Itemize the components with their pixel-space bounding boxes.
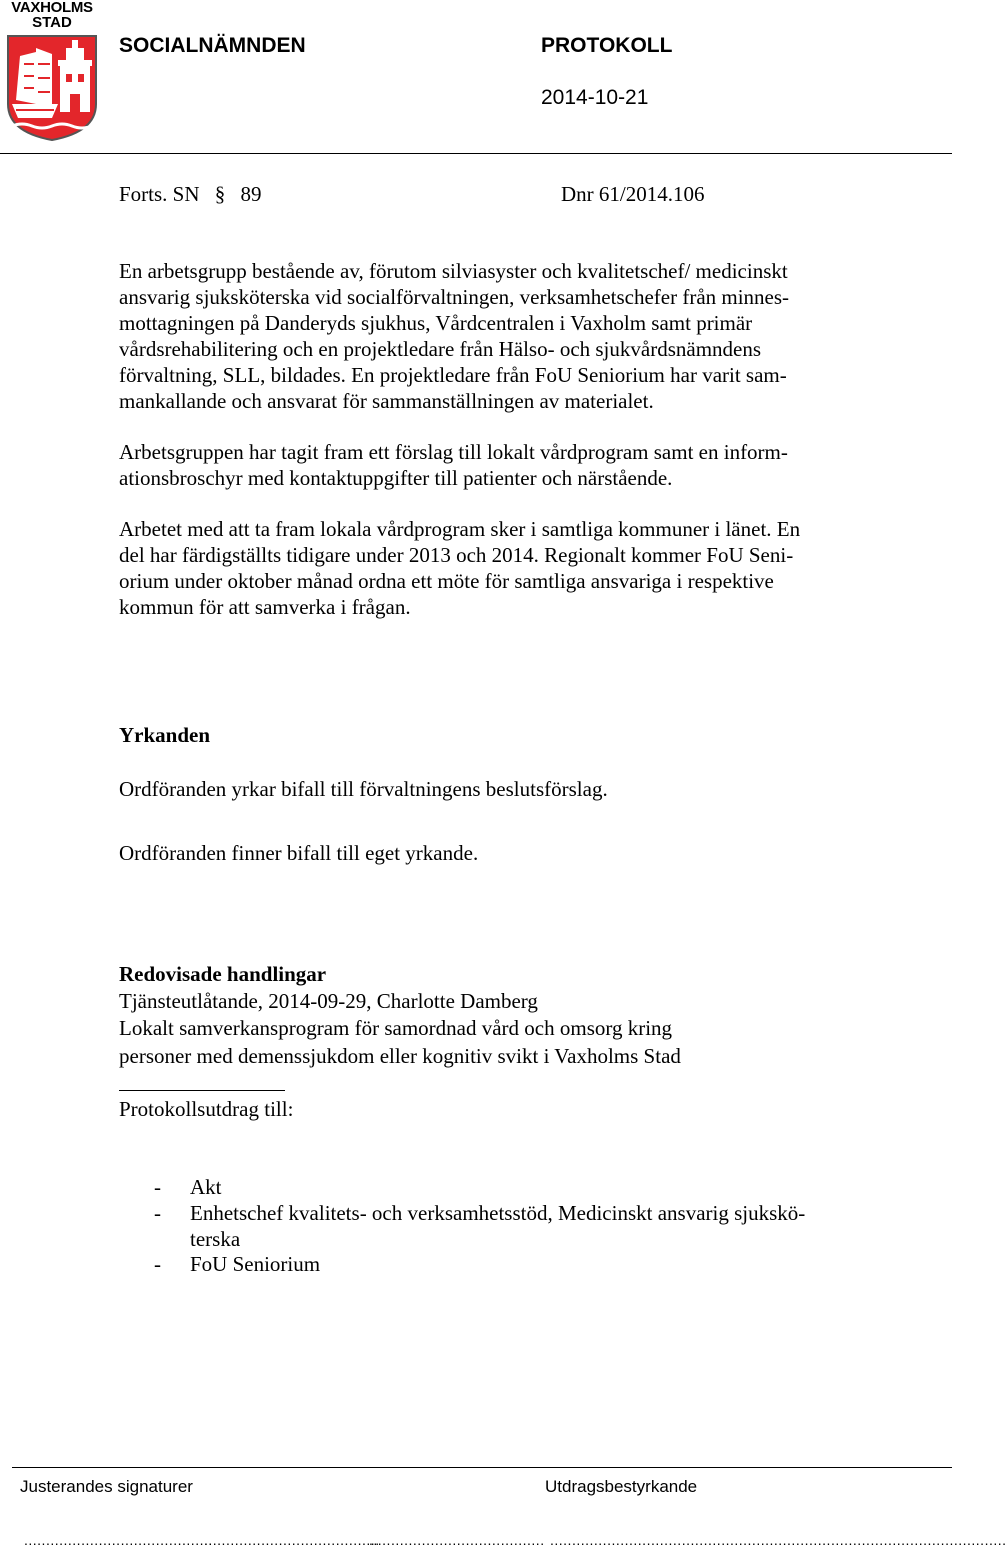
footer-rule [12, 1467, 952, 1468]
handlingar-line-2: Lokalt samverkansprogram för samordnad vård och omsorg kring [119, 1016, 673, 1040]
paragraph-line: förvaltning, SLL, bildades. En projektledare från FoU Seniorium har varit sam- [119, 363, 787, 387]
list-item-text: FoU Seniorium [190, 1252, 321, 1276]
list-dash: - [154, 1201, 161, 1225]
header-rule [0, 153, 952, 154]
list-item-text: Akt [190, 1175, 222, 1199]
paragraph-line: del har färdigställts tidigare under 2013 och 2014. Regionalt kommer FoU Seni- [119, 543, 794, 567]
list-dash: - [154, 1252, 161, 1276]
signature-line: ........................................... [24, 1532, 213, 1548]
paragraph-line: mottagningen på Danderyds sjukhus, Vårdcentralen i Vaxholm samt primär [119, 311, 753, 335]
logo-text-vaxholms: VAXHOLMS [11, 0, 93, 16]
paragraph-line: En arbetsgrupp bestående av, förutom silviasyster och kvalitetschef/ medicinskt [119, 259, 788, 283]
paragraph-line: kommun för att samverka i frågan. [119, 595, 411, 619]
short-underline [119, 1090, 285, 1091]
paragraph-2 [119, 439, 899, 491]
coat-of-arms-icon [6, 34, 98, 142]
yrkanden-heading: Yrkanden [119, 723, 211, 747]
signature-line: ........................................ [204, 1532, 380, 1548]
document-type: PROTOKOLL [541, 34, 673, 57]
section-number: 89 [240, 182, 262, 206]
list-item-text: terska [190, 1227, 241, 1251]
certification-line: ........................................................................................................ [550, 1532, 1007, 1548]
handlingar-heading: Redovisade handlingar [119, 962, 327, 986]
paragraph-3 [119, 516, 899, 620]
yrkanden-line-2: Ordföranden finner bifall till eget yrkande. [119, 841, 479, 865]
distribution-label: Protokollsutdrag till: [119, 1097, 294, 1121]
yrkanden-line-1: Ordföranden yrkar bifall till förvaltningens beslutsförslag. [119, 777, 608, 801]
list-item-text: Enhetschef kvalitets- och verksamhetsstöd, Medicinskt ansvarig sjukskö- [190, 1201, 806, 1225]
document-date: 2014-10-21 [541, 86, 649, 109]
paragraph-line: orium under oktober månad ordna ett möte för samtliga ansvariga i respektive [119, 569, 774, 593]
section-mark: § [214, 182, 226, 206]
logo-text-stad: STAD [32, 14, 72, 31]
section-reference [119, 181, 262, 207]
signature-line: ........................................ [369, 1532, 545, 1548]
list-dash: - [154, 1175, 161, 1199]
paragraph-line: vårdsrehabilitering och en projektledare från Hälso- och sjukvårdsnämndens [119, 337, 762, 361]
paragraph-line: mankallande och ansvarat för sammanställningen av materialet. [119, 389, 654, 413]
paragraph-line: ansvarig sjuksköterska vid socialförvaltningen, verksamhetschefer från minnes- [119, 285, 790, 309]
signatures-label: Justerandes signaturer [20, 1477, 193, 1496]
paragraph-line: Arbetet med att ta fram lokala vårdprogram sker i samtliga kommuner i länet. En [119, 517, 801, 541]
dnr-reference: Dnr 61/2014.106 [561, 182, 705, 206]
organization-name: SOCIALNÄMNDEN [119, 34, 306, 57]
handlingar-line-3: personer med demenssjukdom eller kognitiv svikt i Vaxholms Stad [119, 1044, 681, 1068]
paragraph-line: ationsbroschyr med kontaktuppgifter till patienter och närstående. [119, 466, 673, 490]
paragraph-line: Arbetsgruppen har tagit fram ett förslag till lokalt vårdprogram samt en inform- [119, 440, 788, 464]
certified-label: Utdragsbestyrkande [545, 1477, 698, 1496]
logo [6, 0, 98, 142]
section-label: Forts. SN [119, 182, 200, 206]
handlingar-line-1: Tjänsteutlåtande, 2014-09-29, Charlotte Damberg [119, 989, 538, 1013]
paragraph-1 [119, 258, 899, 414]
